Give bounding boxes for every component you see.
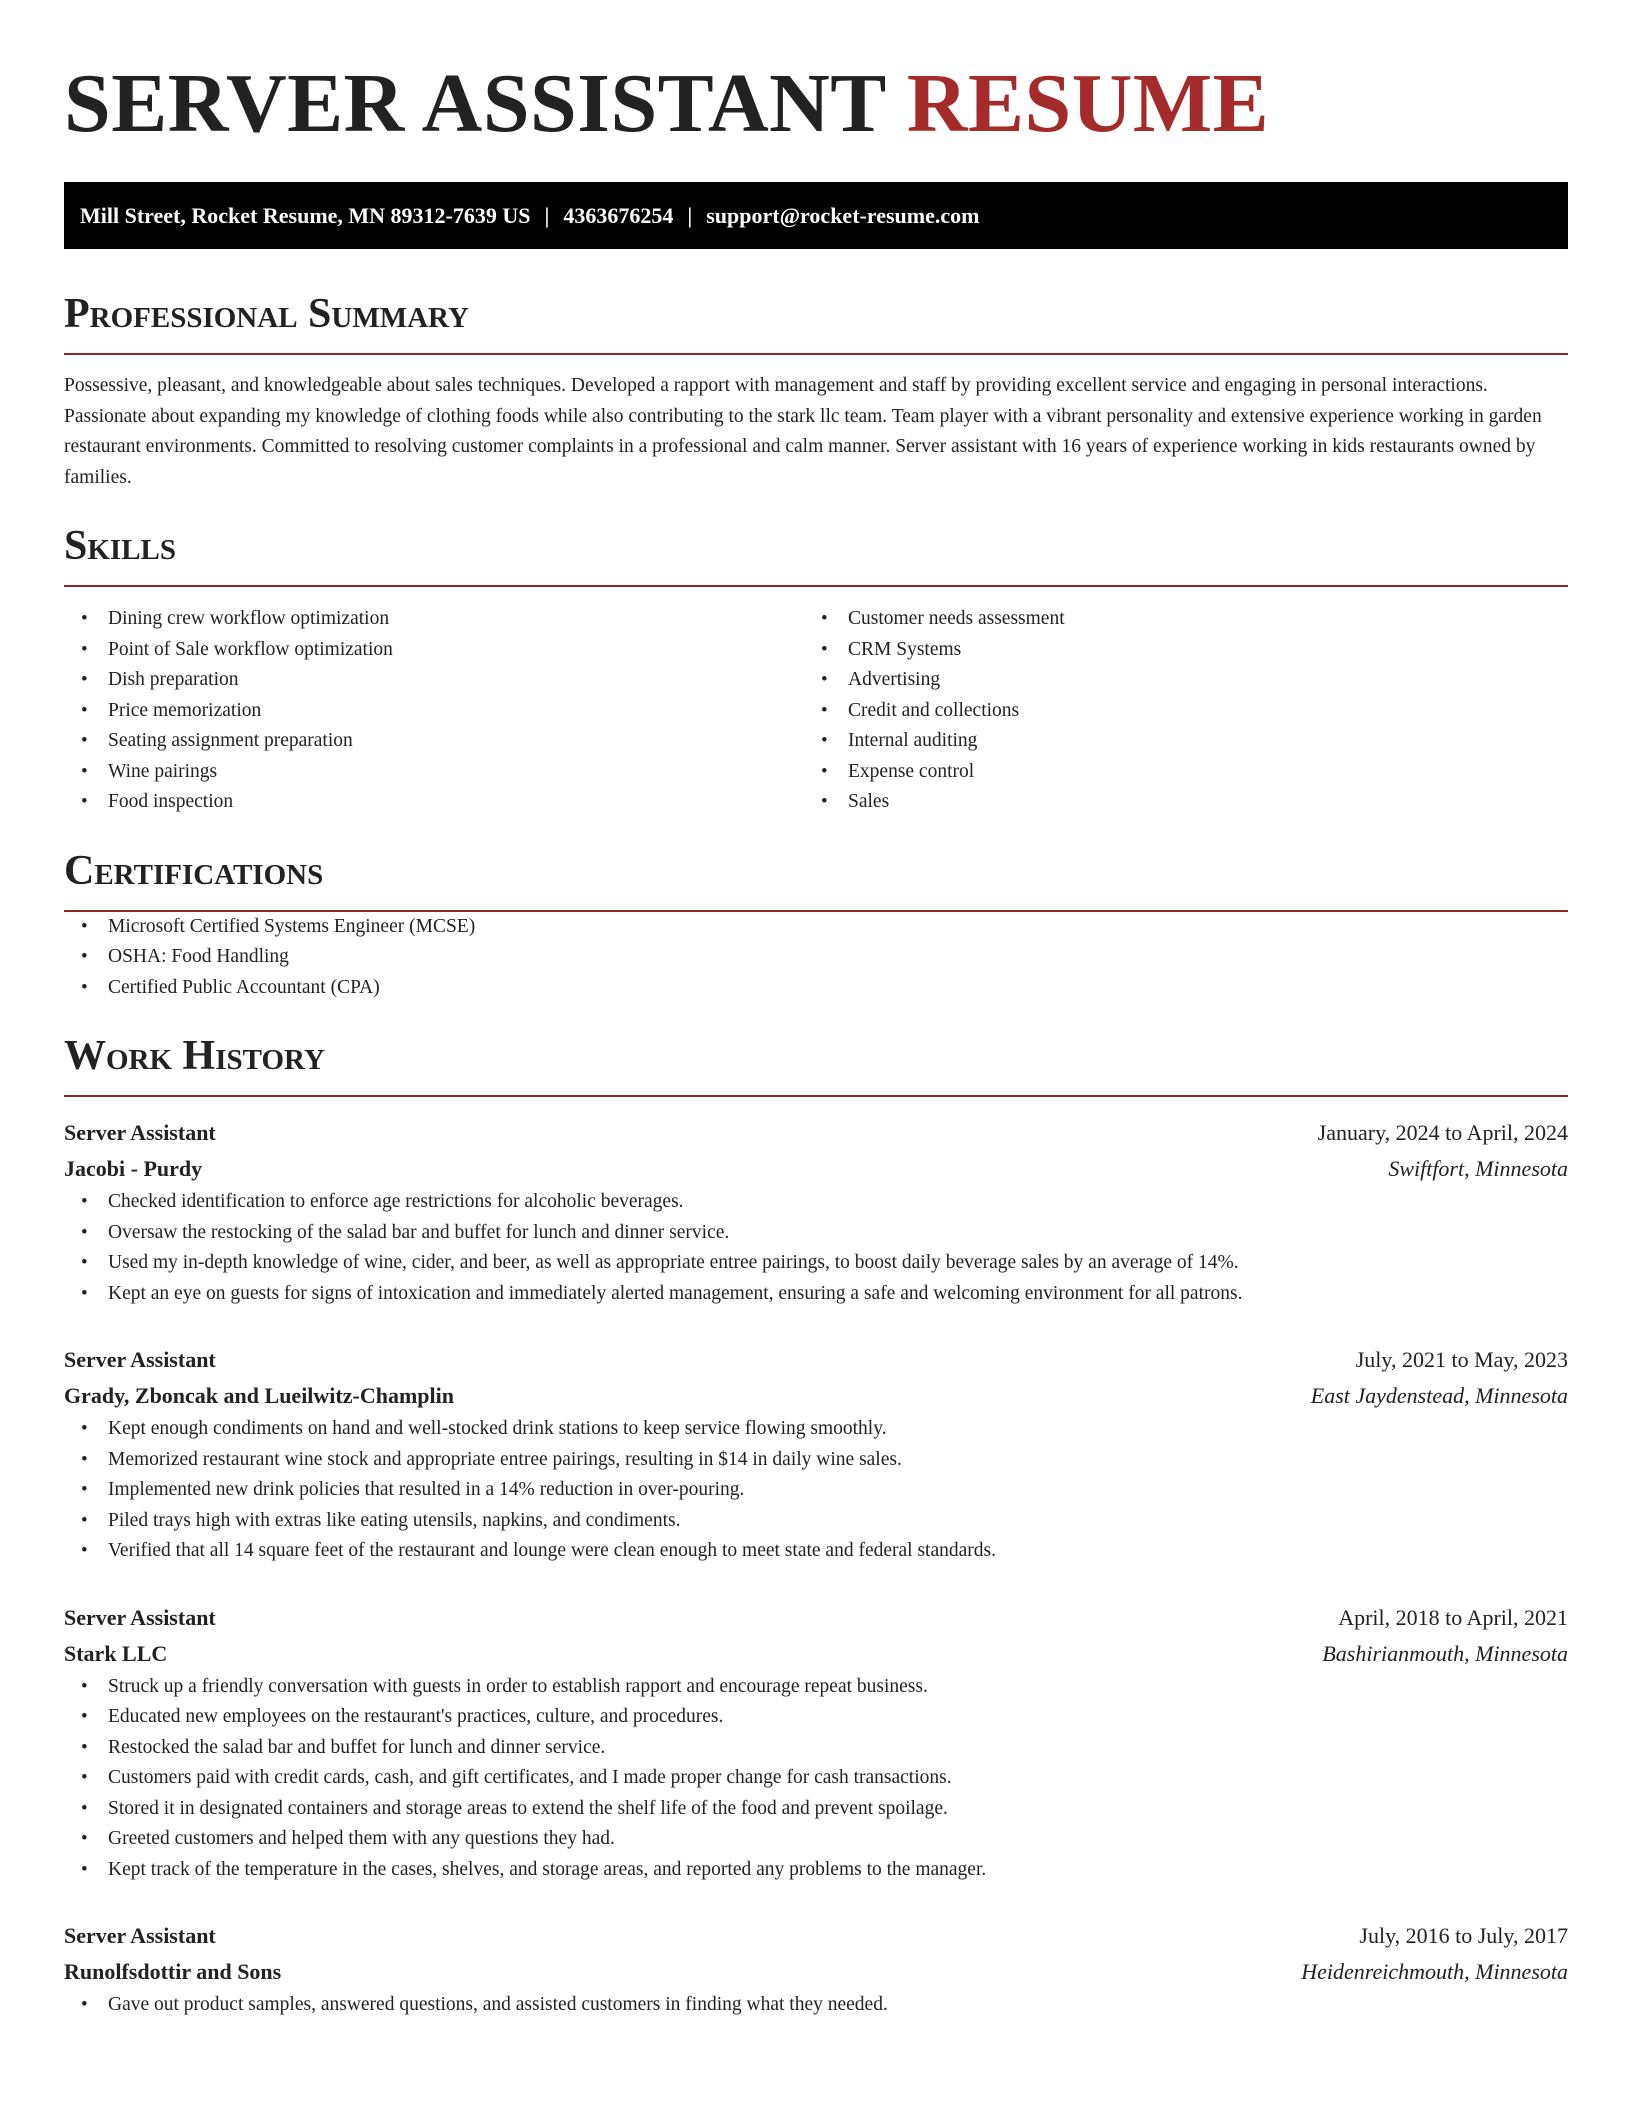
job-entry <box>64 1600 1568 1886</box>
contact-bar <box>64 182 1568 249</box>
job-entry <box>64 1115 1568 1309</box>
job-duty: • Oversaw the restocking of the salad bar and buffet for lunch and dinner service. <box>64 1218 1568 1249</box>
certification-item: • Certified Public Accountant (CPA) <box>64 973 1568 1004</box>
job-subheader <box>64 1378 1568 1414</box>
work-history-heading: Work History <box>64 1031 1568 1097</box>
job-title: Server Assistant <box>64 1923 216 1948</box>
job-title: Server Assistant <box>64 1347 216 1372</box>
job-duty: • Kept track of the temperature in the cases, shelves, and storage areas, and reported any problems to the manager. <box>64 1855 1568 1886</box>
job-company: Stark LLC <box>64 1640 168 1666</box>
certification-item: • OSHA: Food Handling <box>64 942 1568 973</box>
skill-item: • Expense control <box>804 757 1544 788</box>
job-duty: • Kept enough condiments on hand and well-stocked drink stations to keep service flowing smoothly. <box>64 1414 1568 1445</box>
job-header <box>64 1342 1568 1378</box>
job-duty: • Memorized restaurant wine stock and appropriate entree pairings, resulting in $14 in daily wine sales. <box>64 1445 1568 1476</box>
job-duties <box>64 1187 1568 1309</box>
skill-item: • Seating assignment preparation <box>64 726 804 757</box>
skill-item: • Advertising <box>804 665 1544 696</box>
title-accent: RESUME <box>906 57 1270 150</box>
job-dates: July, 2016 to July, 2017 <box>1359 1923 1568 1948</box>
certifications-heading: Certifications <box>64 846 1568 912</box>
job-duty: • Used my in-depth knowledge of wine, cider, and beer, as well as appropriate entree pairings, to boost daily beverage sales by an average of 14%. <box>64 1248 1568 1279</box>
job-duty: • Restocked the salad bar and buffet for lunch and dinner service. <box>64 1733 1568 1764</box>
contact-separator: | <box>544 203 550 228</box>
summary-heading: Professional Summary <box>64 289 1568 355</box>
skill-item: • Sales <box>804 787 1544 818</box>
job-duty: • Customers paid with credit cards, cash, and gift certificates, and I made proper change for cash transactions. <box>64 1763 1568 1794</box>
job-company: Runolfsdottir and Sons <box>64 1959 282 1984</box>
job-header <box>64 1115 1568 1151</box>
certifications-list <box>64 912 1568 1004</box>
skill-item: • Customer needs assessment <box>804 604 1544 635</box>
job-duty: • Piled trays high with extras like eating utensils, napkins, and condiments. <box>64 1506 1568 1537</box>
skill-item: • Credit and collections <box>804 696 1544 727</box>
job-entry <box>64 1342 1568 1567</box>
skill-item: • Price memorization <box>64 696 804 727</box>
job-company: Grady, Zboncak and Lueilwitz-Champlin <box>64 1383 454 1408</box>
skills-heading: Skills <box>64 521 1568 587</box>
job-duty: • Implemented new drink policies that resulted in a 14% reduction in over-pouring. <box>64 1475 1568 1506</box>
resume-page <box>64 0 1568 2021</box>
contact-address: Mill Street, Rocket Resume, MN 89312-7639 US <box>80 203 531 228</box>
job-dates: April, 2018 to April, 2021 <box>1338 1604 1568 1630</box>
summary-text: Possessive, pleasant, and knowledgeable about sales techniques. Developed a rapport with management and staff by providing excellent service and engaging in personal interactions. Passionate about expanding my knowledge of clothing foods while also contributing to the stark llc team. Team player with a vibrant personality and extensive experience working in garden restaurant environments. Committed to resolving customer complaints in a professional and calm manner. Server assistant with 16 years of experience working in kids restaurants owned by families. <box>64 375 1542 488</box>
job-duty: • Struck up a friendly conversation with guests in order to establish rapport and encourage repeat business. <box>64 1672 1568 1703</box>
job-subheader <box>64 1636 1568 1672</box>
contact-phone: 4363676254 <box>563 203 674 228</box>
job-dates: January, 2024 to April, 2024 <box>1317 1120 1568 1145</box>
job-subheader <box>64 1954 1568 1990</box>
job-duties <box>64 1414 1568 1567</box>
job-duty: • Stored it in designated containers and storage areas to extend the shelf life of the food and prevent spoilage. <box>64 1794 1568 1825</box>
job-duty: • Kept an eye on guests for signs of intoxication and immediately alerted management, ensuring a safe and welcoming environment for all patrons. <box>64 1279 1568 1310</box>
skill-item: • Point of Sale workflow optimization <box>64 635 804 666</box>
job-duty: • Verified that all 14 square feet of the restaurant and lounge were clean enough to meet state and federal standards. <box>64 1536 1568 1567</box>
job-location: Bashirianmouth, Minnesota <box>1322 1640 1568 1666</box>
job-location: East Jaydenstead, Minnesota <box>1310 1383 1568 1408</box>
skill-item: • Food inspection <box>64 787 804 818</box>
job-title: Server Assistant <box>64 1604 216 1630</box>
page-title <box>64 58 1568 150</box>
job-duty: • Greeted customers and helped them with any questions they had. <box>64 1824 1568 1855</box>
certification-item: • Microsoft Certified Systems Engineer (MCSE) <box>64 912 1568 943</box>
job-company: Jacobi - Purdy <box>64 1156 203 1181</box>
job-entry <box>64 1918 1568 2021</box>
job-location: Swiftfort, Minnesota <box>1388 1156 1568 1181</box>
skills-column-right <box>804 604 1544 818</box>
job-duty: • Gave out product samples, answered questions, and assisted customers in finding what they needed. <box>64 1990 1568 2021</box>
job-duties <box>64 1672 1568 1886</box>
skill-item: • CRM Systems <box>804 635 1544 666</box>
contact-separator: | <box>687 203 693 228</box>
skill-item: • Wine pairings <box>64 757 804 788</box>
job-header <box>64 1918 1568 1954</box>
job-subheader <box>64 1151 1568 1187</box>
job-location: Heidenreichmouth, Minnesota <box>1301 1959 1568 1984</box>
title-main: SERVER ASSISTANT <box>64 57 886 150</box>
skill-item: • Dish preparation <box>64 665 804 696</box>
job-title: Server Assistant <box>64 1120 216 1145</box>
skills-list <box>64 604 1568 818</box>
job-dates: July, 2021 to May, 2023 <box>1355 1347 1568 1372</box>
job-header <box>64 1600 1568 1636</box>
job-duty: • Checked identification to enforce age restrictions for alcoholic beverages. <box>64 1187 1568 1218</box>
job-duty: • Educated new employees on the restaurant's practices, culture, and procedures. <box>64 1702 1568 1733</box>
skill-item: • Internal auditing <box>804 726 1544 757</box>
job-duties <box>64 1990 1568 2021</box>
skills-column-left <box>64 604 804 818</box>
contact-email: support@rocket-resume.com <box>706 203 980 228</box>
skill-item: • Dining crew workflow optimization <box>64 604 804 635</box>
